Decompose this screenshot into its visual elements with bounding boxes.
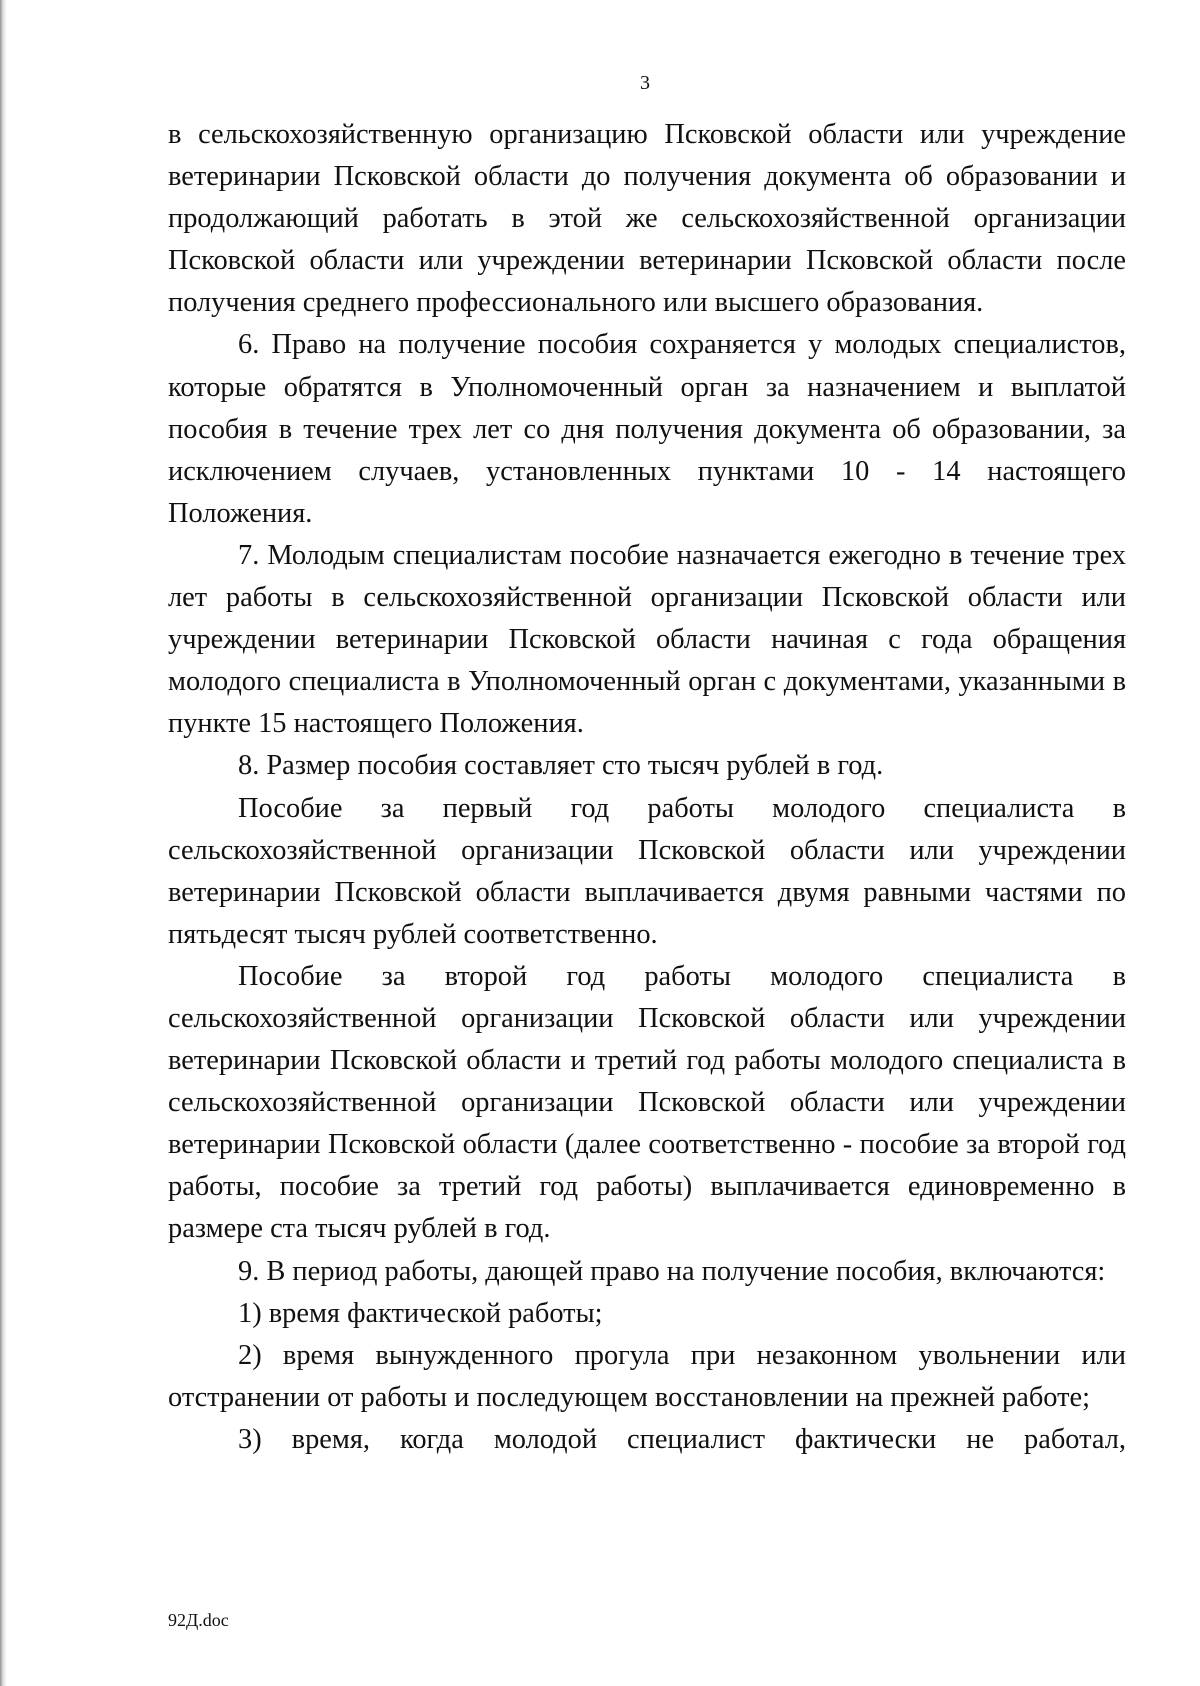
paragraph-item-8: 8. Размер пособия составляет сто тысяч рублей в год.: [238, 750, 884, 782]
list-item-3: 3) время, когда молодой специалист фактически не работал,: [238, 1423, 1126, 1455]
list-item-1: 1) время фактической работы;: [238, 1297, 603, 1329]
paragraph-first-year-payment: Пособие за первый год работы молодого специалиста в сельскохозяйственной организации Псковской области или учреждении ветеринарии Псковской области выплачивается двумя равными частями по пятьдесят тысяч рублей соответственно.: [168, 792, 1126, 950]
paragraph-continuation: в сельскохозяйственную организацию Псковской области или учреждение ветеринарии Псковской области до получения документа об образовании и продолжающий работать в этой же сельскохозяйственной организации Псковской области или учреждении ветеринарии Псковской области после получения среднего профессионального или высшего образования.: [168, 119, 1126, 319]
paragraph-item-9: 9. В период работы, дающей право на получение пособия, включаются:: [238, 1255, 1106, 1287]
page-number: 3: [640, 72, 650, 94]
list-item-2: 2) время вынужденного прогула при незаконном увольнении или отстранении от работы и последующем восстановлении на прежней работе;: [168, 1339, 1126, 1413]
paragraph-item-7: 7. Молодым специалистам пособие назначается ежегодно в течение трех лет работы в сельскохозяйственной организации Псковской области или учреждении ветеринарии Псковской области начиная с года обращения молодого специалиста в Уполномоченный орган с документами, указанными в пункте 15 настоящего Положения.: [168, 539, 1126, 740]
paragraph-item-6: 6. Право на получение пособия сохраняется у молодых специалистов, которые обратятся в Уполномоченный орган за назначением и выплатой пособия в течение трех лет со дня получения документа об образовании, за исключением случаев, установленных пунктами 10 - 14 настоящего Положения.: [168, 329, 1126, 529]
footer-filename: 92Д.doc: [168, 1610, 229, 1630]
document-body: [168, 114, 1126, 1461]
scan-edge: [0, 0, 7, 1686]
paragraph-second-third-year-payment: Пособие за второй год работы молодого специалиста в сельскохозяйственной организации Псковской области или учреждении ветеринарии Псковской области и третий год работы молодого специалиста в сельскохозяйственной организации Псковской области или учреждении ветеринарии Псковской области (далее соответственно - пособие за второй год работы, пособие за третий год работы) выплачивается единовременно в размере ста тысяч рублей в год.: [168, 960, 1126, 1245]
